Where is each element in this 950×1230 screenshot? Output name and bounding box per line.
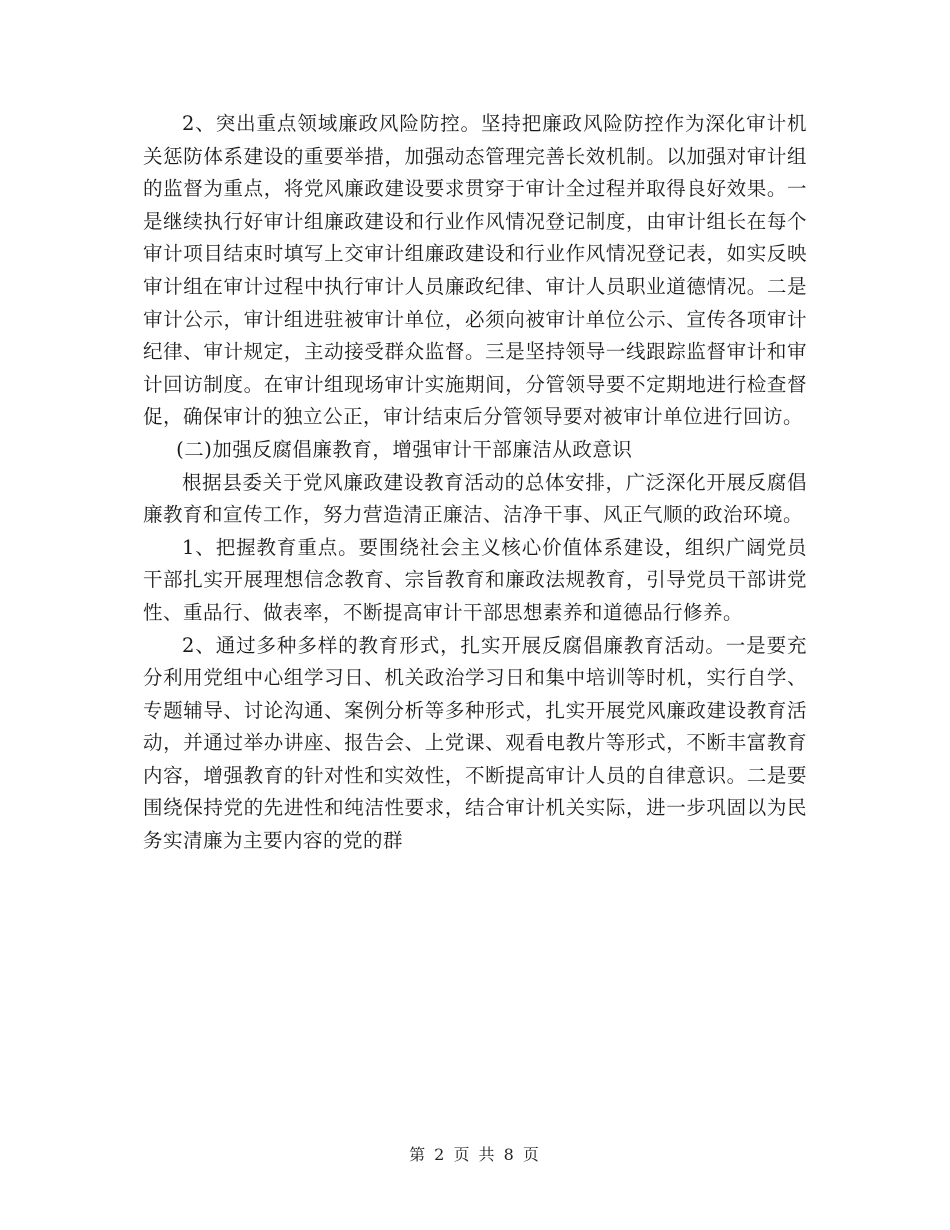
document-body [143,108,807,858]
paragraph-education-intro: 根据县委关于党风廉政建设教育活动的总体安排，广泛深化开展反腐倡廉教育和宣传工作，努力营造清正廉洁、洁净干事、风正气顺的政治环境。 [143,470,807,527]
page-number-footer: 第 2 页 共 8 页 [409,1145,541,1164]
paragraph-education-focus: 1、把握教育重点。要围绕社会主义核心价值体系建设，组织广阔党员干部扎实开展理想信念教育、宗旨教育和廉政法规教育，引导党员干部讲党性、重品行、做表率，不断提高审计干部思想素养和道德品行修养。 [143,535,807,624]
paragraph-education-forms: 2、通过多种多样的教育形式，扎实开展反腐倡廉教育活动。一是要充分利用党组中心组学习日、机关政治学习日和集中培训等时机，实行自学、专题辅导、讨论沟通、案例分析等多种形式，扎实开展党风廉政建设教育活动，并通过举办讲座、报告会、上党课、观看电教片等形式，不断丰富教育内容，增强教育的针对性和实效性，不断提高审计人员的自律意识。二是要围绕保持党的先进性和纯洁性要求，结合审计机关实际，进一步巩固以为民务实清廉为主要内容的党的群 [143,633,807,853]
paragraph-risk-control: 2、突出重点领域廉政风险防控。坚持把廉政风险防控作为深化审计机关惩防体系建设的重要举措，加强动态管理完善长效机制。以加强对审计组的监督为重点，将党风廉政建设要求贯穿于审计全过程并取得良好效果。一是继续执行好审计组廉政建设和行业作风情况登记制度，由审计组长在每个审计项目结束时填写上交审计组廉政建设和行业作风情况登记表，如实反映审计组在审计过程中执行审计人员廉政纪律、审计人员职业道德情况。二是审计公示，审计组进驻被审计单位，必须向被审计单位公示、宣传各项审计纪律、审计规定，主动接受群众监督。三是坚持领导一线跟踪监督审计和审计回访制度。在审计组现场审计实施期间，分管领导要不定期地进行检查督促，确保审计的独立公正，审计结束后分管领导要对被审计单位进行回访。 [143,112,807,429]
section-heading-education: (二)加强反腐倡廉教育，增强审计干部廉洁从政意识 [176,437,633,461]
